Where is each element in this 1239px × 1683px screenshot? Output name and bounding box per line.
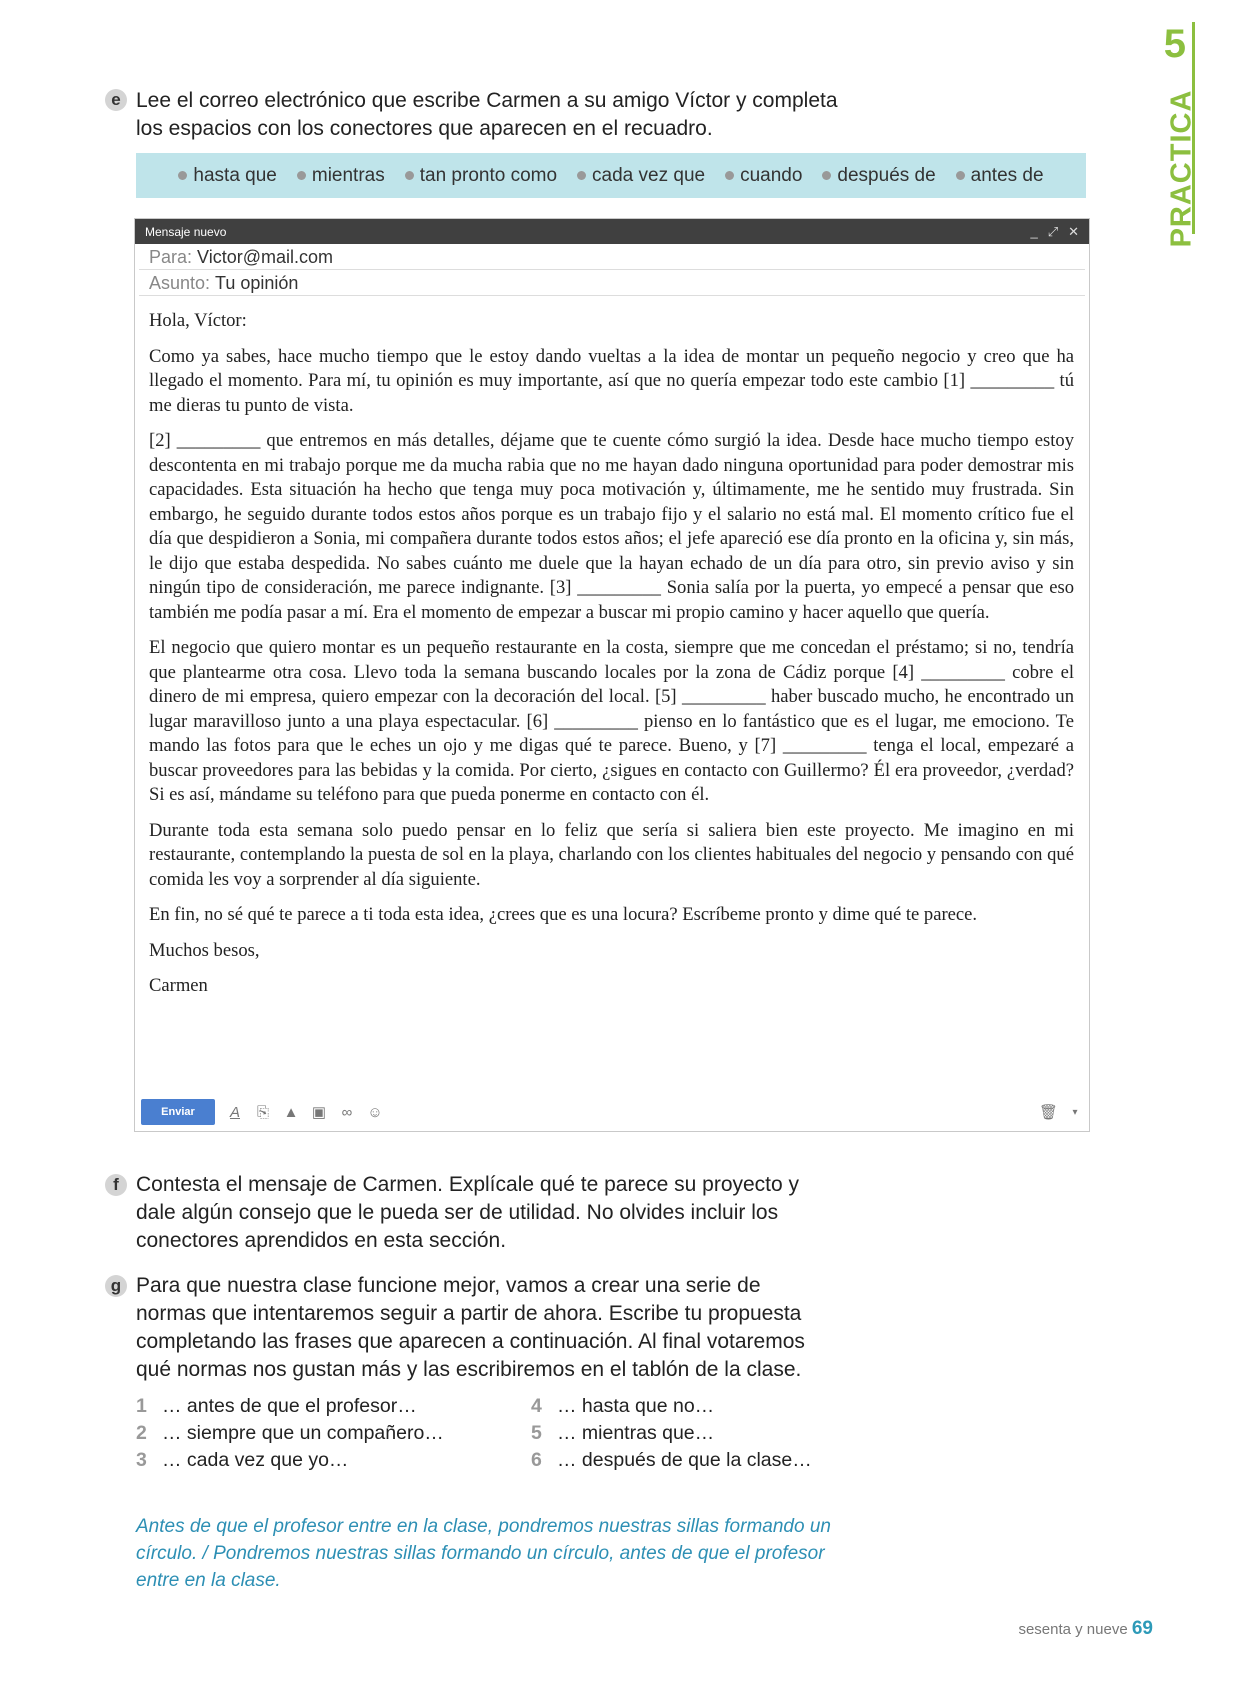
exercise-g-line-4: qué normas nos gustan más y las escribiremos en el tablón de la clase. [136,1358,802,1381]
exercise-g-badge: g [105,1275,127,1297]
email-title-bar [135,219,1089,244]
exercise-f-instructions [136,1171,799,1255]
list-item: 3 … cada vez que yo… [136,1449,349,1471]
connector-item: hasta que [178,165,276,187]
list-item: 4 … hasta que no… [531,1395,715,1417]
exercise-e-line-2: los espacios con los conectores que aparecen en el recuadro. [136,117,713,140]
minimize-icon[interactable]: _ [1030,223,1038,239]
email-compose-window [134,218,1090,1132]
to-label: Para: [149,247,193,267]
email-closing: Muchos besos, [149,939,260,961]
sentence-list-right [531,1393,812,1474]
page-number-words: sesenta y nueve [1018,1621,1128,1638]
example-line-3: entre en la clase. [136,1570,281,1591]
subject-value: Tu opinión [215,273,299,293]
exercise-e-line-1: Lee el correo electrónico que escribe Carmen a su amigo Víctor y completa [136,89,838,112]
example-answer [136,1513,896,1594]
to-field[interactable] [139,244,1085,270]
bullet-icon [405,171,414,180]
connector-item: mientras [297,165,385,187]
bullet-icon [297,171,306,180]
exercise-g-line-3: completando las frases que aparecen a continuación. Al final votaremos [136,1330,805,1353]
drive-icon[interactable]: ▲ [283,1103,299,1121]
bullet-icon [956,171,965,180]
example-line-2: círculo. / Pondremos nuestras sillas formando un círculo, antes de que el profesor [136,1543,825,1564]
exercise-e-instructions [136,87,838,143]
email-paragraph-5: En fin, no sé qué te parece a ti toda esta idea, ¿crees que es una locura? Escríbeme pronto y dime qué te parece. [149,904,978,925]
email-paragraph-3: El negocio que quiero montar es un pequeño restaurante en la costa, siempre que me concedan el préstamo; si no, tendría que plantearme otra cosa. Llevo toda la semana buscando locales por la zona de Cádiz porque [4] _________ cobre el dinero de mi empresa, quiero empezar con la decoración del local. [5] _________ haber buscado mucho, he encontrado un lugar maravilloso junto a una playa espectacular. [6] _________ pienso en lo fantástico que es el lugar, me emociono. Te mando las fotos para que le eches un ojo y me digas qué te parece. Bueno, y [7] _________ tenga el local, empezaré a buscar proveedores para las bebidas y la comida. Por cierto, ¿sigues en contacto con Guillermo? Él era proveedor, ¿verdad? Si es así, mándame su teléfono para que pueda ponerme en contacto con él. [149,637,1074,805]
example-line-1: Antes de que el profesor entre en la clase, pondremos nuestras sillas formando un [136,1516,831,1537]
more-options-icon[interactable]: ▾ [1072,1106,1078,1118]
connector-item: cuando [725,165,802,187]
email-body[interactable] [149,309,1074,1010]
chapter-side-tab [1152,22,1198,248]
exercise-g-line-1: Para que nuestra clase funcione mejor, vamos a crear una serie de [136,1274,761,1297]
formatting-icon[interactable]: A [229,1103,240,1121]
exercise-f-badge: f [105,1174,127,1196]
connector-item: cada vez que [577,165,705,187]
exercise-f-line-2: dale algún consejo que le pueda ser de utilidad. No olvides incluir los [136,1201,779,1224]
to-value: Victor@mail.com [197,247,333,267]
connector-item: tan pronto como [405,165,557,187]
email-paragraph-1: Como ya sabes, hace mucho tiempo que le estoy dando vueltas a la idea de montar un pequeño negocio y creo que ha llegado el momento. Para mí, tu opinión es muy importante, así que no quería empezar todo este cambio [1] _________ tú me dieras tu punto de vista. [149,345,1074,416]
list-item: 5 … mientras que… [531,1422,715,1444]
exercise-e-badge: e [105,89,127,111]
connector-item: después de [822,165,935,187]
photo-icon[interactable]: ▣ [311,1104,327,1121]
bullet-icon [577,171,586,180]
sentence-list-left [136,1393,444,1474]
email-signature: Carmen [149,975,208,996]
list-item: 6 … después de que la clase… [531,1449,812,1471]
send-button[interactable]: Enviar [141,1099,215,1125]
close-icon[interactable]: ✕ [1068,223,1079,239]
emoji-icon[interactable]: ☺ [367,1103,383,1121]
bullet-icon [725,171,734,180]
bullet-icon [822,171,831,180]
list-item: 1 … antes de que el profesor… [136,1395,417,1417]
email-greeting: Hola, Víctor: [149,310,247,331]
connector-word-box [136,153,1086,198]
trash-icon[interactable]: 🗑 [1039,1104,1059,1121]
bullet-icon [178,171,187,180]
expand-icon[interactable]: ⤢ [1047,223,1059,239]
link-icon[interactable]: ∞ [341,1103,353,1121]
list-item: 2 … siempre que un compañero… [136,1422,444,1444]
chapter-section-label: PRACTICA [1165,89,1198,248]
connector-item: antes de [956,165,1044,187]
subject-label: Asunto: [149,273,211,293]
email-paragraph-4: Durante toda esta semana solo puedo pensar en lo feliz que sería si saliera bien este proyecto. Me imagino en mi restaurante, contemplando la puesta de sol en la playa, charlando con los clientes habituales del negocio y pensando con qué comida les voy a sorprender al día siguiente. [149,819,1074,890]
exercise-g-instructions [136,1272,805,1384]
email-window-title: Mensaje nuevo [145,224,227,239]
email-paragraph-2: [2] _________ que entremos en más detalles, déjame que te cuente cómo surgió la idea. Desde hace mucho tiempo estoy descontenta en mi trabajo porque me da mucha rabia que no me hayan dado ninguna oportunidad para poder demostrar mis capacidades. Esta situación ha hecho que tenga muy poca motivación y, últimamente, me he sentido muy frustrada. Sin embargo, he seguido durante todos estos años porque es un trabajo fijo y el salario no está mal. El momento crítico fue el día que despidieron a Sonia, mi compañera durante todos estos años; el jefe apareció ese día pronto en la oficina y, sin más, le dijo que estaba despedida. No sabes cuánto me duele que la hayan echado de un día para otro, sin previo aviso y sin ningún tipo de consideración, me parece indignante. [3] _________ Sonia salía por la puerta, yo empecé a pensar que eso también me podía pasar a mí. Era el momento de empezar a buscar mi propio camino y hacer aquello que quería. [149,430,1074,623]
page-footer [1018,1618,1153,1640]
attach-icon[interactable]: ⎘ [256,1103,269,1121]
exercise-f-line-3: conectores aprendidos en esta sección. [136,1229,507,1252]
exercise-g-line-2: normas que intentaremos seguir a partir de ahora. Escribe tu propuesta [136,1302,802,1325]
exercise-f-line-1: Contesta el mensaje de Carmen. Explícale qué te parece su proyecto y [136,1173,800,1196]
page-number: 69 [1131,1618,1153,1639]
subject-field[interactable] [139,270,1085,296]
chapter-number: 5 [1163,22,1186,66]
email-toolbar [135,1093,1089,1131]
